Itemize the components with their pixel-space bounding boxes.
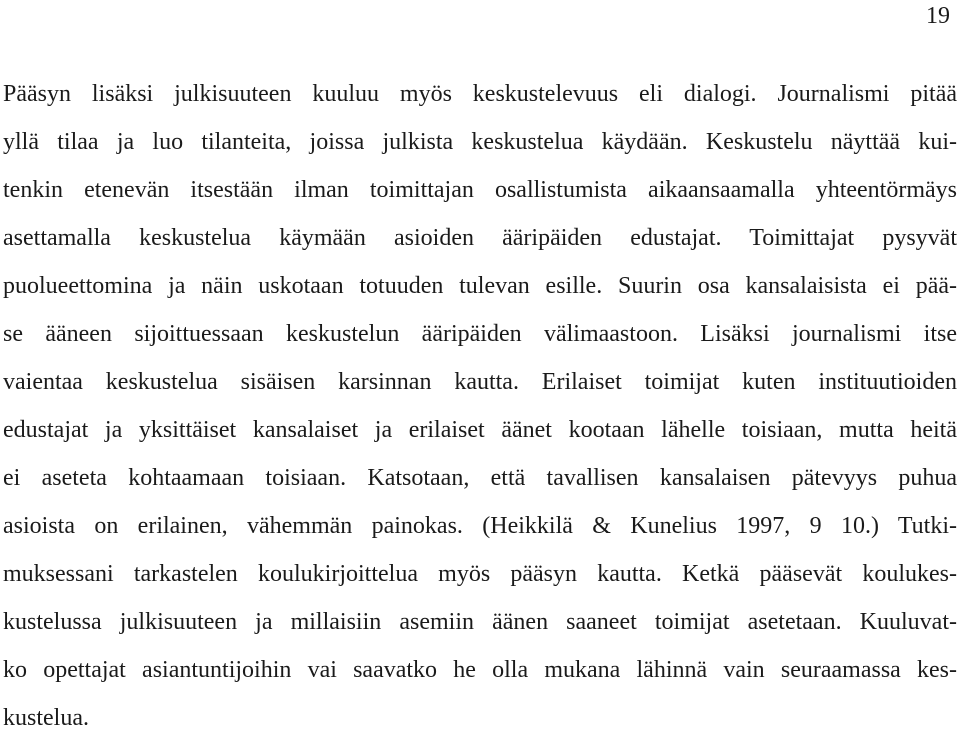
paragraph-line: vaientaa keskustelua sisäisen karsinnan kautta. Erilaiset toimijat kuten instituutioiden	[3, 369, 957, 395]
paragraph-line: yllä tilaa ja luo tilanteita, joissa julkista keskustelua käydään. Keskustelu näyttää kui-	[3, 129, 957, 155]
paragraph-line: ko opettajat asiantuntijoihin vai saavatko he olla mukana lähinnä vain seuraamassa kes-	[3, 657, 957, 683]
paragraph-line: se ääneen sijoittuessaan keskustelun ääripäiden välimaastoon. Lisäksi journalismi itse	[3, 321, 957, 347]
paragraph-line: asettamalla keskustelua käymään asioiden ääripäiden edustajat. Toimittajat pysyvät	[3, 225, 957, 251]
paragraph-line: ei aseteta kohtaamaan toisiaan. Katsotaan, että tavallisen kansalaisen pätevyys puhua	[3, 465, 957, 491]
paragraph-line: Pääsyn lisäksi julkisuuteen kuuluu myös keskustelevuus eli dialogi. Journalismi pitää	[3, 81, 957, 107]
paragraph-line: muksessani tarkastelen koulukirjoittelua myös pääsyn kautta. Ketkä pääsevät koulukes-	[3, 561, 957, 587]
page-number: 19	[926, 3, 950, 29]
paragraph-line: edustajat ja yksittäiset kansalaiset ja erilaiset äänet kootaan lähelle toisiaan, mutta heitä	[3, 417, 957, 443]
paragraph-line: kustelussa julkisuuteen ja millaisiin asemiin äänen saaneet toimijat asetetaan. Kuuluvat-	[3, 609, 957, 635]
paragraph-line: kustelua.	[3, 705, 89, 731]
paragraph-line: puolueettomina ja näin uskotaan totuuden tulevan esille. Suurin osa kansalaisista ei pää-	[3, 273, 957, 299]
body-paragraph	[0, 70, 960, 742]
paragraph-line: asioista on erilainen, vähemmän painokas. (Heikkilä & Kunelius 1997, 9 10.) Tutki-	[3, 513, 957, 539]
paragraph-line: tenkin etenevän itsestään ilman toimittajan osallistumista aikaansaamalla yhteentörmäys	[3, 177, 957, 203]
